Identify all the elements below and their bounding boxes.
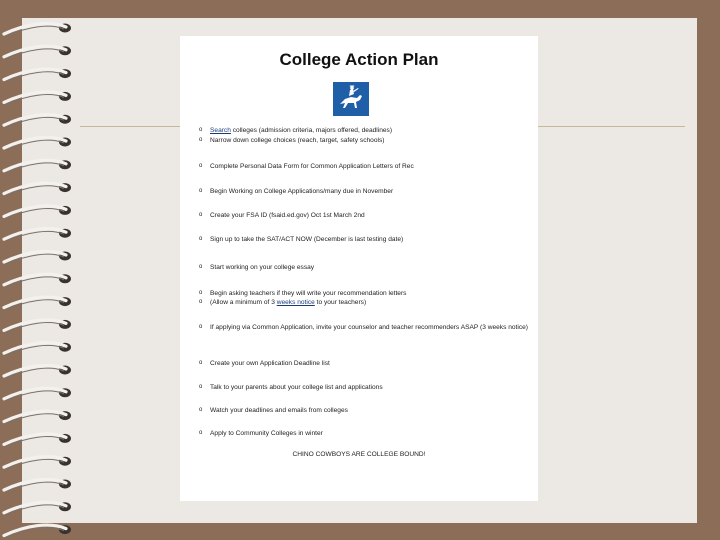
list-item-text-part: Apply to Community Colleges in winter [210, 430, 323, 437]
spiral-coil [4, 411, 71, 424]
spiral-coil [4, 343, 71, 356]
underlined-text: weeks notice [276, 299, 315, 306]
spiral-coil [4, 69, 71, 82]
list-item [199, 289, 529, 298]
bullet-icon: o [199, 264, 203, 270]
bullet-icon: o [199, 407, 203, 413]
list-item-text [210, 211, 529, 220]
spiral-coil [4, 434, 71, 447]
list-item-text-part: Create your own Application Deadline list [210, 360, 330, 367]
list-item [199, 406, 529, 415]
list-item-text-part: Talk to your parents about your college list and applications [210, 384, 383, 391]
bullet-icon: o [199, 163, 203, 169]
list-item-text-part: (Allow a minimum of 3 [210, 299, 277, 306]
spiral-coil [4, 183, 71, 196]
bullet-icon: o [199, 430, 203, 436]
list-item [199, 359, 529, 368]
list-item-text-part: Create your FSA ID (fsaid.ed.gov) Oct 1st March 2nd [210, 212, 365, 219]
spiral-coil [4, 92, 71, 105]
spiral-coil [4, 23, 71, 36]
list-item [199, 298, 529, 307]
list-item-text-part: Begin asking teachers if they will write your recommendation letters [210, 290, 407, 297]
list-item-text [210, 187, 529, 196]
list-item-text [210, 126, 529, 135]
list-item-text-part: Narrow down college choices (reach, target, safety schools) [210, 137, 385, 144]
cowboy-logo-icon [333, 82, 369, 116]
spiral-coil [4, 115, 71, 128]
list-item [199, 383, 529, 392]
spiral-binding [0, 0, 90, 540]
page-title: College Action Plan [279, 50, 439, 69]
spiral-coil [4, 365, 71, 378]
list-item-text [210, 289, 529, 298]
bullet-icon: o [199, 212, 203, 218]
list-item [199, 162, 529, 171]
spiral-coil [4, 479, 71, 492]
bullet-icon: o [199, 236, 203, 242]
list-item-text [210, 263, 529, 272]
spiral-coil [4, 525, 71, 538]
spiral-coil [4, 274, 71, 287]
spiral-coil [4, 502, 71, 515]
list-item-text [210, 359, 529, 368]
list-item-text [210, 429, 529, 438]
bullet-icon: o [199, 127, 203, 133]
list-item-text-part: Start working on your college essay [210, 264, 315, 271]
list-item [199, 187, 529, 196]
list-item-text [210, 383, 529, 392]
spiral-coil [4, 229, 71, 242]
list-item-text-part: to your teachers) [314, 299, 367, 306]
bullet-icon: o [199, 290, 203, 296]
spiral-coil [4, 46, 71, 59]
bullet-icon: o [199, 188, 203, 194]
spiral-coil [4, 388, 71, 401]
list-item-text-part: Sign up to take the SAT/ACT NOW (December is last testing date) [210, 236, 404, 243]
list-item-text [210, 323, 529, 332]
list-item-text-part: Watch your deadlines and emails from colleges [210, 407, 348, 414]
bullet-icon: o [199, 360, 203, 366]
bullet-icon: o [199, 137, 203, 143]
spiral-coil [4, 251, 71, 264]
list-item [199, 429, 529, 438]
spiral-coil [4, 320, 71, 333]
bullet-icon: o [199, 299, 203, 305]
list-item-text-part: colleges (admission criteria, majors offered, deadlines) [230, 127, 393, 134]
footer-slogan: CHINO COWBOYS ARE COLLEGE BOUND! [292, 451, 426, 458]
list-item [199, 263, 529, 272]
list-item-text [210, 136, 529, 145]
spiral-coil [4, 160, 71, 173]
list-item-text [210, 406, 529, 415]
bullet-icon: o [199, 384, 203, 390]
list-item-text-part: Begin Working on College Applications/many due in November [210, 188, 394, 195]
list-item [199, 126, 529, 135]
bullet-icon: o [199, 324, 203, 330]
spiral-coil [4, 206, 71, 219]
list-item-text [210, 235, 529, 244]
spiral-coil [4, 297, 71, 310]
list-item-text-part: Complete Personal Data Form for Common Application Letters of Rec [210, 163, 414, 170]
list-item-text [210, 162, 529, 171]
list-item-text [210, 298, 529, 307]
spiral-coil [4, 137, 71, 150]
list-item [199, 323, 529, 332]
spiral-coil [4, 457, 71, 470]
list-item [199, 136, 529, 145]
list-item [199, 235, 529, 244]
list-item [199, 211, 529, 220]
underlined-text: Search [210, 127, 231, 134]
list-item-text-part: If applying via Common Application, invite your counselor and teacher recommenders ASAP (3 weeks notice) [210, 324, 529, 331]
document-page [180, 36, 538, 501]
